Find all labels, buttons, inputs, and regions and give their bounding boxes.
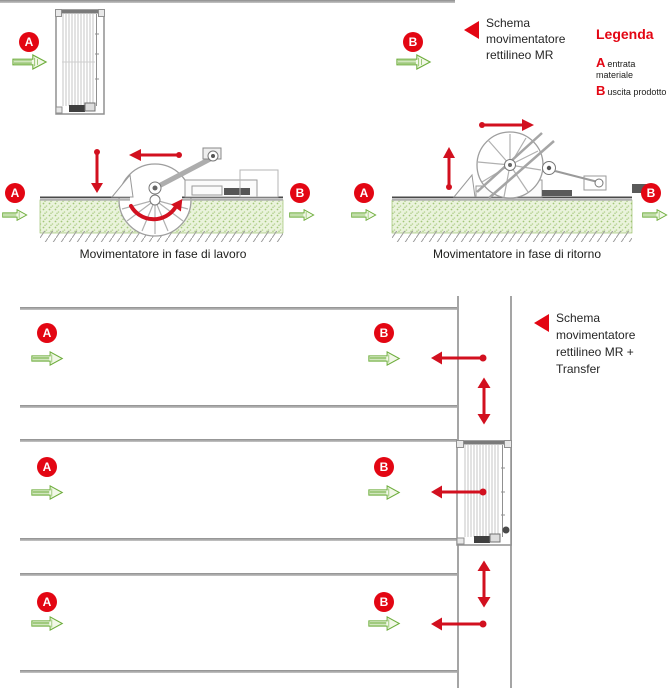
entry-badge: A <box>37 323 57 343</box>
up-motion-arrow-icon <box>443 147 455 190</box>
lane1-line-top <box>20 307 457 310</box>
exit-badge: B <box>374 457 394 477</box>
transfer-out-arrow-icon <box>430 351 488 365</box>
mover-machine-top-view-icon <box>55 9 105 115</box>
lane3-line-bottom <box>20 670 457 673</box>
return-phase-caption: Movimentatore in fase di ritorno <box>432 247 602 261</box>
mover-working-phase-drawing <box>0 118 336 245</box>
exit-badge: B <box>641 183 661 203</box>
mover-return-phase-drawing <box>336 118 672 245</box>
material-flow-arrow-icon <box>31 485 64 500</box>
pointer-triangle-icon <box>463 20 480 40</box>
entry-badge: A <box>5 183 25 203</box>
transfer-out-arrow-icon <box>430 617 488 631</box>
lane1-line-bottom <box>20 405 457 408</box>
legend-exit-key: B <box>596 83 606 98</box>
transfer-shuttle-arrow-icon <box>477 560 491 608</box>
exit-badge: B <box>290 183 310 203</box>
material-flow-arrow-icon <box>2 209 28 221</box>
material-flow-arrow-icon <box>289 209 315 221</box>
exit-badge: B <box>403 32 423 52</box>
material-flow-arrow-icon <box>31 616 64 631</box>
material-flow-arrow-icon <box>368 351 401 366</box>
legend-exit-item <box>596 85 672 98</box>
transfer-shuttle-arrow-icon <box>477 377 491 425</box>
right-motion-arrow-icon <box>479 119 534 131</box>
material-flow-arrow-icon <box>368 616 401 631</box>
down-motion-arrow-icon <box>91 149 103 193</box>
entry-badge: A <box>37 457 57 477</box>
legend-entry-text: entrata materiale <box>596 59 636 80</box>
entry-badge: A <box>19 32 39 52</box>
lane2-line-bottom <box>20 538 457 541</box>
legend-entry-key: A <box>596 55 606 70</box>
material-flow-arrow-icon <box>351 209 377 221</box>
exit-badge: B <box>374 323 394 343</box>
material-flow-arrow-icon <box>396 54 432 70</box>
lane3-line-top <box>20 573 457 576</box>
left-motion-arrow-icon <box>129 149 182 161</box>
material-flow-arrow-icon <box>31 351 64 366</box>
transfer-out-arrow-icon <box>430 485 488 499</box>
legend-entry-item <box>596 57 652 81</box>
working-phase-caption: Movimentatore in fase di lavoro <box>79 247 247 261</box>
entry-badge: A <box>37 592 57 612</box>
legend-exit-text: uscita prodotto <box>607 87 667 97</box>
schema-mr-title: Schema movimentatore rettilineo MR <box>486 16 566 62</box>
schema-mr-transfer-title: Schema movimentatore rettilineo MR + Transfer <box>556 311 636 376</box>
pointer-triangle-icon <box>533 313 550 333</box>
exit-badge: B <box>374 592 394 612</box>
legend-title: Legenda <box>596 26 654 42</box>
material-flow-arrow-icon <box>12 54 48 70</box>
conveyor-line-bottom <box>0 0 455 3</box>
material-flow-arrow-icon <box>642 209 668 221</box>
entry-badge: A <box>354 183 374 203</box>
material-flow-arrow-icon <box>368 485 401 500</box>
lane2-line-top <box>20 439 457 442</box>
